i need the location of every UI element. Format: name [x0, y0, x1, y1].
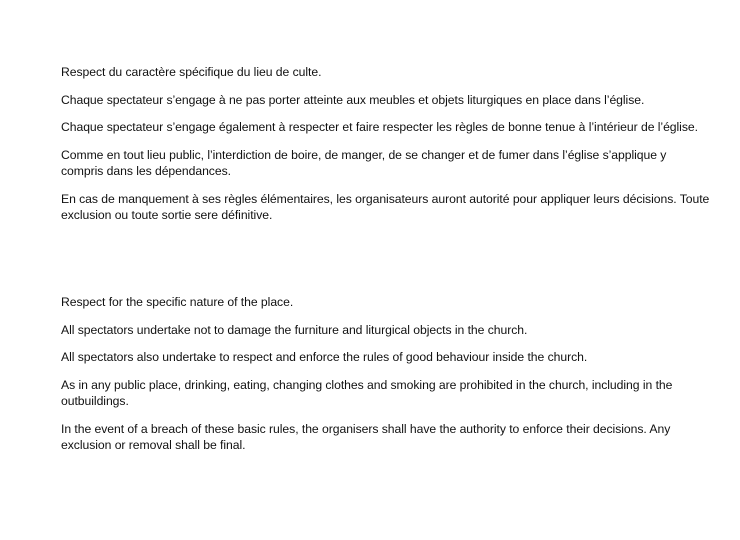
french-paragraph-5: En cas de manquement à ses règles élémentaires, les organisateurs auront autorité pour appliquer leurs décisions. Toute exclusion ou toute sortie sere définitive.	[61, 191, 710, 222]
english-paragraph-1: Respect for the specific nature of the place.	[61, 295, 294, 309]
french-rules-section	[61, 64, 711, 235]
french-paragraph-2: Chaque spectateur s’engage à ne pas porter atteinte aux meubles et objets liturgiques en place dans l’église.	[61, 92, 645, 107]
french-paragraph-3: Chaque spectateur s’engage également à respecter et faire respecter les règles de bonne tenue à l’intérieur de l’église.	[61, 120, 698, 134]
english-paragraph-2: All spectators undertake not to damage the furniture and liturgical objects in the church.	[61, 322, 528, 337]
english-rules-section	[61, 294, 711, 465]
english-paragraph-5: In the event of a breach of these basic rules, the organisers shall have the authority to enforce their decisions. Any exclusion or removal shall be final.	[61, 421, 671, 452]
french-paragraph-1: Respect du caractère spécifique du lieu de culte.	[61, 65, 322, 79]
english-paragraph-4: As in any public place, drinking, eating, changing clothes and smoking are prohibited in the church, including in the outbuildings.	[61, 377, 673, 408]
english-paragraph-3: All spectators also undertake to respect and enforce the rules of good behaviour inside the church.	[61, 350, 588, 364]
french-paragraph-4: Comme en tout lieu public, l’interdiction de boire, de manger, de se changer et de fumer dans l’église s’applique y compris dans les dépendances.	[61, 147, 667, 178]
